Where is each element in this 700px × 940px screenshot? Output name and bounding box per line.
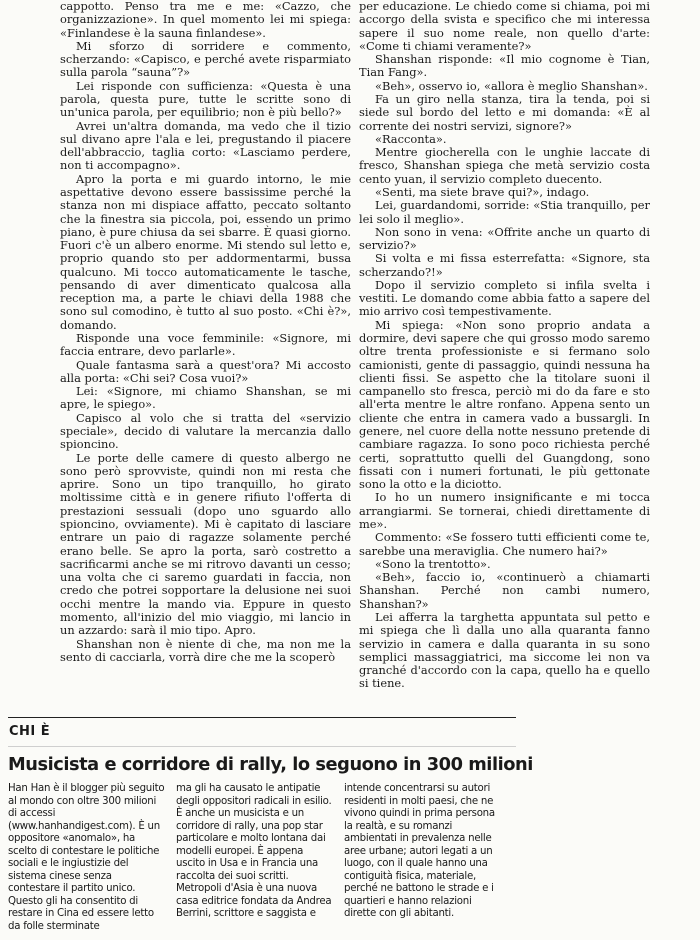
article-paragraph: «Sono la trentotto». (375, 556, 491, 571)
article-paragraph: Lei afferra la targhetta appuntata sul petto e mi spiega che lì dalla uno alla quaranta fanno servizio in camera e dalla quaranta in su sono semplici massaggiatrici, ma siccome lei non va granché d'accordo con la capa, quello ha e quello si tiene. (359, 609, 650, 691)
box-top-rule (8, 717, 516, 718)
box-column-3 (344, 783, 502, 933)
article-paragraph: cappotto. Penso tra me e me: «Cazzo, che organizzazione». In quel momento lei mi spiega: «Finlandese è la sauna finlandese». (60, 0, 351, 40)
article-paragraph: Dopo il servizio completo si infila svelta i vestiti. Le domando come abbia fatto a sapere del mio arrivo così tempestivamente. (359, 277, 650, 319)
box-label: CHI È (9, 724, 51, 739)
article-paragraph: Mi sforzo di sorridere e commento, scherzando: «Capisco, e perché avete risparmiato sulla parola “sauna”?» (60, 38, 351, 80)
article-paragraph: «Beh», osservo io, «allora è meglio Shanshan». (375, 78, 648, 93)
article-paragraph: Mi spiega: «Non sono proprio andata a dormire, devi sapere che qui grosso modo saremo oltre trenta professioniste e si fermano solo camionisti, gente di passaggio, quindi nessuna ha clienti fissi. Se aspetto che la titolare suoni il campanello sto fresca, perciò mi do da fare e sto all'erta mentre le altre ronfano. Appena sento un cliente che entra in camera vado a bussargli. In genere, nel cuore della notte nessuno pretende di cambiare ragazza. Io sono poco richiesta perché certi, soprattutto quelli del Guangdong, sono fissati con i numeri fortunati, le più gettonate sono la otto e la diciotto. (359, 317, 650, 492)
article-paragraph: Lei: «Signore, mi chiamo Shanshan, se mi apre, le spiego». (60, 384, 351, 412)
box-column-2 (176, 783, 334, 933)
article-paragraph: Si volta e mi fissa esterrefatta: «Signore, sta scherzando?!» (359, 251, 650, 279)
article-paragraph: «Beh», faccio io, «continuerò a chiamarti Shanshan. Perché non cambi numero, Shanshan?» (359, 570, 650, 611)
article-paragraph: Apro la porta e mi guardo intorno, le mie aspettative devono essere bassissime perché la stanza non mi dispiace affatto, peccato soltanto che la finestra sia piccola, poi, essendo un primo piano, è pure chiusa da sei sbarre. È quasi giorno. Fuori c'è un albero enorme. Mi stendo sul letto e, proprio quando sto per addormentarmi, bussa qualcuno. Mi tocco automaticamente le tasche, pensando di aver dimenticato qualcosa alla reception ma, a parte le chiavi della 1988 che sono sul comodino, è tutto al suo posto. «Chi è?», domando. (60, 171, 351, 332)
article-paragraph: Io ho un numero insignificante e mi tocca arrangiarmi. Se tornerai, chiedi direttamente di me». (359, 490, 650, 531)
article-paragraph: Lei, guardandomi, sorride: «Stia tranquillo, per lei solo il meglio». (359, 198, 650, 226)
box-paragraph: Han Han è il blogger più seguito al mondo con oltre 300 milioni di accessi (www.hanhandigest.com). È un oppositore «anomalo», ha scelto di contestare le politiche sociali e le ingiustizie del sistema cinese senza contestare il partito unico. Questo gli ha consentito di restare in Cina ed essere letto da folle sterminate (8, 783, 165, 932)
article-paragraph: Commento: «Se fossero tutti efficienti come te, sarebbe una meraviglia. Che numero hai?» (359, 530, 650, 558)
box-body (8, 783, 503, 933)
article-paragraph: Capisco al volo che si tratta del «servizio speciale», decido di valutare la mercanzia dallo spioncino. (60, 410, 351, 452)
article-paragraph: Avrei un'altra domanda, ma vedo che il tizio sul divano apre l'ala e lei, pregustando il piacere dell'abbraccio, taglia corto: «Lasciamo perdere, non ti accompagno». (60, 118, 351, 173)
article-paragraph: per educazione. Le chiedo come si chiama, poi mi accorgo della svista e specifico che mi interessa sapere il suo nome reale, non quello d'arte: «Come ti chiami veramente?» (359, 0, 650, 53)
article-paragraph: «Racconta». (375, 131, 447, 146)
article-column-left (60, 0, 351, 672)
article-body (60, 0, 650, 691)
box-headline: Musicista e corridore di rally, lo seguono in 300 milioni (8, 754, 533, 775)
box-paragraph: intende concentrarsi su autori residenti in molti paesi, che ne vivono quindi in prima persona la realtà, e su romanzi ambientati in prevalenza nelle aree urbane; autori legati a un luogo, con il quale hanno una contiguità fisica, materiale, perché ne battono le strade e i quartieri e hanno relazioni dirette con gli abitanti. (344, 783, 495, 919)
article-paragraph: Fa un giro nella stanza, tira la tenda, poi si siede sul bordo del letto e mi domanda: «È al corrente dei nostri servizi, signore?» (359, 91, 650, 133)
article-paragraph: Shanshan risponde: «Il mio cognome è Tian, Tian Fang». (359, 52, 650, 80)
article-paragraph: Lei risponde con sufficienza: «Questa è una parola, questa pure, tutte le scritte sono di un'unica parola, per equilibrio; non è più bello?» (60, 78, 351, 120)
article-paragraph: Le porte delle camere di questo albergo ne sono però sprovviste, quindi non mi resta che aprire. Sono un tipo tranquillo, ho girato moltissime città e in genere rifiuto l'offerta di prestazioni sessuali (dopo uno sguardo allo spioncino, ovviamente). Mi è capitato di lasciare entrare un paio di ragazze solamente perché erano belle. Se apro la porta, sarò costretto a sacrificarmi anche se mi ritrovo davanti un cesso; una volta che ci saremo guardati in faccia, non credo che potrei sopportare la delusione nei suoi occhi mentre la mando via. Eppure in questo momento, all'inizio del mio viaggio, mi lancio in un azzardo: sarà il mio tipo. Apro. (60, 450, 351, 638)
article-paragraph: Shanshan non è niente di che, ma non me la sento di cacciarla, vorrà dire che me la scoperò (60, 636, 351, 664)
article-paragraph: Quale fantasma sarà a quest'ora? Mi accosto alla porta: «Chi sei? Cosa vuoi?» (60, 357, 351, 385)
article-paragraph: «Senti, ma siete brave qui?», indago. (375, 184, 590, 199)
article-paragraph: Mentre giocherella con le unghie laccate di fresco, Shanshan spiega che metà servizio costa cento yuan, il servizio completo duecento. (359, 145, 650, 186)
box-divider (8, 746, 516, 747)
article-paragraph: Non sono in vena: «Offrite anche un quarto di servizio?» (359, 224, 650, 253)
box-paragraph: ma gli ha causato le antipatie degli oppositori radicali in esilio. È anche un musicista e un corridore di rally, una pop star particolare e molto lontana dai modelli europei. È appena uscito in Usa e in Francia una raccolta dei suoi scritti. Metropoli d'Asia è una nuova casa editrice fondata da Andrea Berrini, scrittore e saggista e (176, 783, 332, 919)
article-paragraph: Risponde una voce femminile: «Signore, mi faccia entrare, devo parlarle». (60, 331, 351, 359)
box-column-1 (8, 783, 166, 933)
article-column-right (359, 0, 650, 691)
